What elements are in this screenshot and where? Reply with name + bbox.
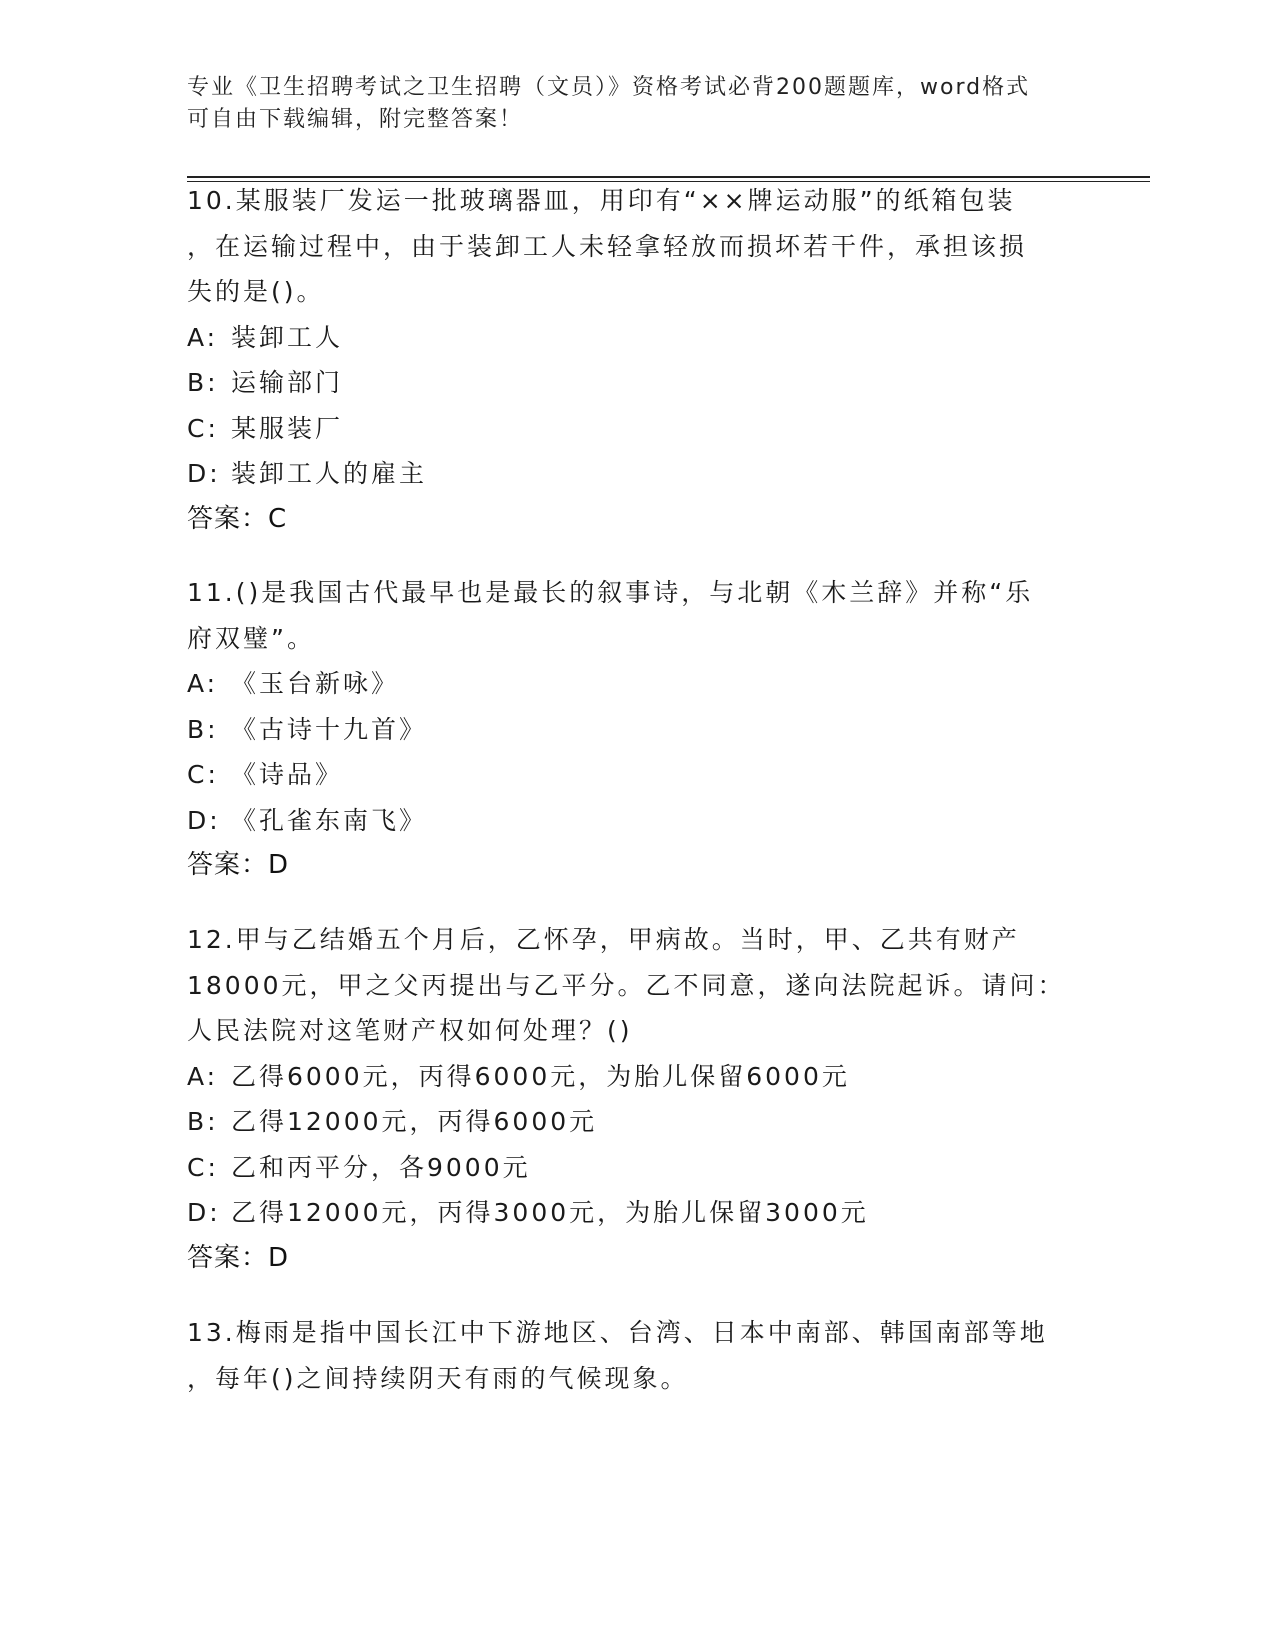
question-11-stem-line-2: 府双璧”。	[187, 623, 315, 653]
question-13-stem-line-1: 13.梅雨是指中国长江中下游地区、台湾、日本中南部、韩国南部等地	[187, 1318, 1048, 1347]
question-11-option-d	[187, 798, 1087, 844]
option-text: 乙得12000元，丙得3000元，为胎儿保留3000元	[231, 1198, 869, 1227]
question-11-option-b	[187, 707, 1087, 753]
option-text: 《古诗十九首》	[231, 714, 428, 744]
question-13	[187, 1310, 1087, 1401]
question-10-option-c	[187, 406, 1087, 452]
question-13-stem-line-2: ，每年()之间持续阴天有雨的气候现象。	[187, 1363, 689, 1393]
question-10-answer: 答案：C	[187, 503, 288, 534]
question-10-option-a	[187, 315, 1087, 361]
question-11	[187, 570, 1087, 889]
question-12-option-c	[187, 1145, 1087, 1191]
question-12-stem-line-2: 18000元，甲之父丙提出与乙平分。乙不同意，遂向法院起诉。请问：	[187, 970, 1066, 1000]
option-letter: C:	[187, 1152, 219, 1182]
option-text: 《玉台新咏》	[231, 669, 400, 698]
option-text: 乙得12000元，丙得6000元	[231, 1107, 598, 1136]
option-letter: B:	[187, 368, 219, 397]
question-12-stem-line-1: 12.甲与乙结婚五个月后，乙怀孕，甲病故。当时，甲、乙共有财产	[187, 925, 1020, 954]
option-text: 装卸工人	[231, 322, 344, 352]
question-11-option-a	[187, 661, 1087, 707]
question-12	[187, 917, 1087, 1281]
option-letter: A:	[187, 669, 219, 698]
question-10-option-b	[187, 360, 1087, 406]
option-letter: B:	[187, 714, 219, 744]
option-letter: D:	[187, 805, 221, 835]
option-text: 乙和丙平分，各9000元	[231, 1152, 531, 1182]
option-letter: D:	[187, 1198, 221, 1227]
document-header	[187, 72, 1077, 136]
option-text: 某服装厂	[231, 413, 344, 443]
option-text: 装卸工人的雇主	[231, 459, 428, 488]
header-line-1: 专业《卫生招聘考试之卫生招聘（文员）》资格考试必背200题题库，word格式	[187, 75, 1031, 100]
question-10-stem-line-1: 10.某服装厂发运一批玻璃器皿，用印有“××牌运动服”的纸箱包装	[187, 186, 1016, 215]
option-letter: C:	[187, 413, 219, 443]
question-12-option-a	[187, 1054, 1087, 1100]
option-letter: B:	[187, 1107, 219, 1136]
question-10	[187, 178, 1087, 542]
option-letter: C:	[187, 760, 219, 789]
option-letter: A:	[187, 322, 219, 352]
option-text: 《诗品》	[231, 760, 344, 789]
question-10-stem-line-2: ，在运输过程中，由于装卸工人未轻拿轻放而损坏若干件，承担该损	[187, 231, 1028, 261]
question-12-stem-line-3: 人民法院对这笔财产权如何处理？()	[187, 1016, 633, 1045]
option-letter: A:	[187, 1061, 219, 1091]
question-10-option-d	[187, 451, 1087, 497]
question-11-stem-line-1: 11.()是我国古代最早也是最长的叙事诗，与北朝《木兰辞》并称“乐	[187, 578, 1034, 607]
question-12-answer: 答案：D	[187, 1242, 290, 1273]
option-letter: D:	[187, 459, 221, 488]
question-11-option-c	[187, 752, 1087, 798]
option-text: 乙得6000元，丙得6000元，为胎儿保留6000元	[231, 1061, 850, 1091]
question-11-answer: 答案：D	[187, 850, 290, 880]
option-text: 运输部门	[231, 368, 344, 397]
header-line-2: 可自由下载编辑，附完整答案！	[187, 107, 524, 132]
question-10-stem-line-3: 失的是()。	[187, 277, 325, 306]
question-12-option-b	[187, 1099, 1087, 1145]
question-12-option-d	[187, 1190, 1087, 1236]
option-text: 《孔雀东南飞》	[231, 805, 428, 835]
